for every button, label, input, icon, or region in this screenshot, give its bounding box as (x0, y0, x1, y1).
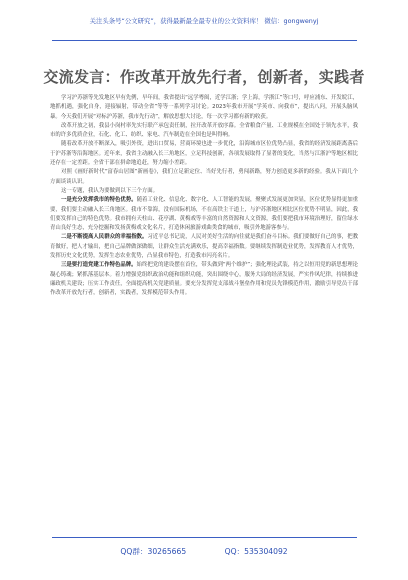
section-3 (50, 261, 358, 298)
paragraph-intro-2: 改革开放之初，我县小岗村率先实行联产承包责任制，拉开改革开放序幕。全省粮食产量、工业规模在全国处于领先水平，我市的许多优质企业，石化、化工、纺织、家电、汽车制造在全国也是叫得响。 (50, 122, 358, 139)
section-2-text: 习近平总书记说，人民对美好生活的向往就是我们奋斗目标。我们要做好自己的事，把教育做好，把人才输出，把自己品牌做深做细，让群众生活充满欢乐，提高幸福指数。要继续发挥制造业优势，发挥教育人才优势，发挥历史文化优势，发挥生态农业优势，凸显我市特色，打造我市闪亮名片。 (50, 234, 358, 260)
section-1 (50, 196, 358, 233)
promo-banner[interactable]: 关注头条号“公文研究”，获得最新最全最专业的公文资料库！ 微信：gongwenyj (89, 17, 319, 25)
section-1-heading: 一是充分发挥我市的特色优势。 (61, 197, 137, 204)
document-title: 交流发言：作改革开放先行者，创新者，实践者 (43, 68, 365, 86)
section-3-text: 始终把党的建设摆在首位，带头做到“两个维护”；强化理论武装，持之以恒用党的新思想理论凝心铸魂；紧抓落基层本。着力增强党组织政治功能和组织功能，突出围绕中心，服务大局的经济发展，严实作风纪律，持续推进廉政机关建设；压实工作责任，全面提高机关党建质量。要充分发挥党支部战斗堡垒作用和党员先锋模范作用，激励引导党员干部作改革开放先行者，创新者，实践者，发挥模范带头作用。 (50, 262, 358, 297)
footer-divider (52, 537, 357, 538)
paragraph-intro-3: 随着改革开放不断深入，吸引外资，进出口贸易，营商环境也进一步优化，沿海城市区位优势凸显，我省的经济发展距离落后于沪苏浙等沿海地区。近年来，我省主动融入长三角地区，立足科技创新，各项发展取得了显著的变化，当然与江浙沪等地区相比还存在一定差距。全省干部在拼命地追赶，努力缩小差距。 (50, 141, 358, 167)
document-body (50, 94, 358, 299)
section-3-heading: 三是要打造党建工作特色品牌。 (61, 262, 137, 269)
qq-number: QQ：535304092 (224, 547, 288, 556)
qq-group-number: QQ群：30265665 (120, 547, 187, 556)
header-divider (52, 40, 357, 41)
footer-contacts (0, 546, 408, 557)
paragraph-intro-4: 对照《画好新时代“富春山居图”新画卷》，我们立足新定位、当好先行者，勇闯新路，努力创造更多新的经验。我从下面几个方面谈谈认识。 (50, 169, 358, 185)
section-1-text: 随着工业化、信息化、数字化、人工智能的发展，聚聚式发展更加突显，区位优势显得更加重要，我们要主动融入长三角地区。我市不靠海，没有国际机场，不在高铁主干道上，与沪苏浙地区相比区位优势不明显，因此，我们要发挥自己的特色优势。我市拥有天柱山、花亭湖、黄梅戏等丰富的自然资源和人文资源，我们要把我市环境治理好，留住绿水青山良好生态，充分挖掘和发扬黄梅戏文化名片，打造休闲旅游戏曲类食的城市，吸引外地游客参与。 (50, 197, 358, 232)
paragraph-intro-5: 这一专题，我认为要做到以下三个方面。 (61, 187, 159, 194)
section-2 (50, 233, 358, 261)
paragraph-intro-1: 学习沪苏浙等先发地区早有先例，早年间，我省提出“远学粤闽，近学江浙；学上海，学浙江”等口号，呼应浦东、开发皖江，地抓机遇，强化自身，迎接辐射，带动全省”等等一系列学习讨论。2023年我市开展“学英市、向我市”，提出八问，开展头脑风暴。今天我们开展“对标沪苏浙，我市先行动”，解放思想大讨论，每一次学习都有新的收获。 (50, 95, 358, 120)
section-2-heading: 二是不断提高人民群众的幸福指数。 (61, 234, 148, 241)
